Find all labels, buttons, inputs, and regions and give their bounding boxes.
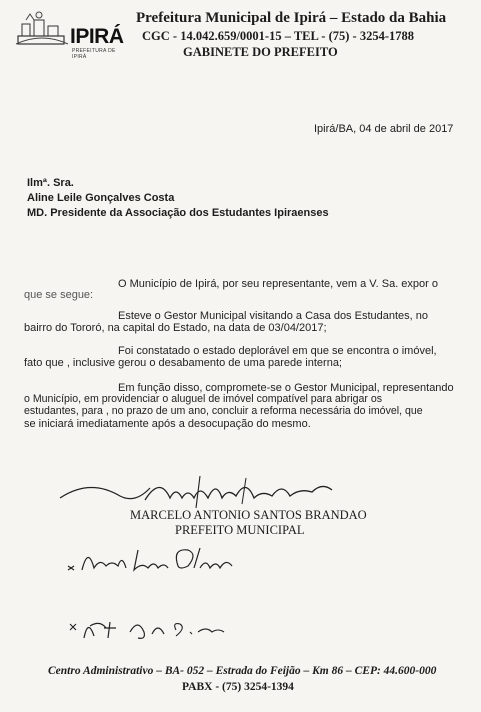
addressee-title: MD. Presidente da Associação dos Estudantes Ipiraenses	[27, 207, 329, 219]
body-p4-line4: se iniciará imediatamente após a desocupação do mesmo.	[24, 418, 311, 430]
body-p3-line1: Foi constatado o estado deplorável em que se encontra o imóvel,	[118, 345, 437, 357]
body-p4-line3: estudantes, para , no prazo de um ano, concluir a reforma necessária do imóvel, que	[24, 405, 423, 417]
body-p2-line2: bairro do Tororó, na capital do Estado, na data de 03/04/2017;	[24, 322, 327, 334]
body-p4-line2: o Município, em providenciar o aluguel de imóvel compatível para abrigar os	[24, 393, 383, 405]
addressee-name: Aline Leile Gonçalves Costa	[27, 192, 175, 204]
letterhead-office: GABINETE DO PREFEITO	[183, 45, 338, 59]
witness-signature-1	[60, 540, 260, 580]
addressee-salutation: Ilmª. Sra.	[27, 177, 74, 189]
body-p2-line1: Esteve o Gestor Municipal visitando a Casa dos Estudantes, no	[118, 310, 429, 322]
body-p1-line2: que se segue:	[24, 289, 94, 301]
body-p3-line2: fato que , inclusive gerou o desabamento de uma parede interna;	[24, 357, 342, 369]
witness-signature-2	[60, 610, 230, 646]
municipal-logo	[12, 6, 130, 58]
letterhead-title: Prefeitura Municipal de Ipirá – Estado da Bahia	[136, 10, 447, 26]
logo-subtext: PREFEITURA DE IPIRÁ	[72, 48, 116, 60]
letter-date: Ipirá/BA, 04 de abril de 2017	[314, 123, 454, 135]
footer-phone: PABX - (75) 3254-1394	[182, 681, 294, 693]
logo-text: IPIRÁ	[70, 25, 124, 48]
letterhead-contact: CGC - 14.042.659/0001-15 – TEL - (75) - 3254-1788	[142, 29, 414, 43]
signatory-name: MARCELO ANTONIO SANTOS BRANDAO	[130, 508, 367, 522]
city-emblem-icon	[12, 6, 72, 52]
signatory-role: PREFEITO MUNICIPAL	[175, 523, 305, 537]
footer-address: Centro Administrativo – BA- 052 – Estrada do Feijão – Km 86 – CEP: 44.600-000	[48, 665, 437, 677]
body-p4-line1: Em função disso, compromete-se o Gestor Municipal, representando	[118, 382, 454, 394]
body-p1-line1: O Município de Ipirá, por seu representante, vem a V. Sa. expor o	[118, 278, 438, 290]
